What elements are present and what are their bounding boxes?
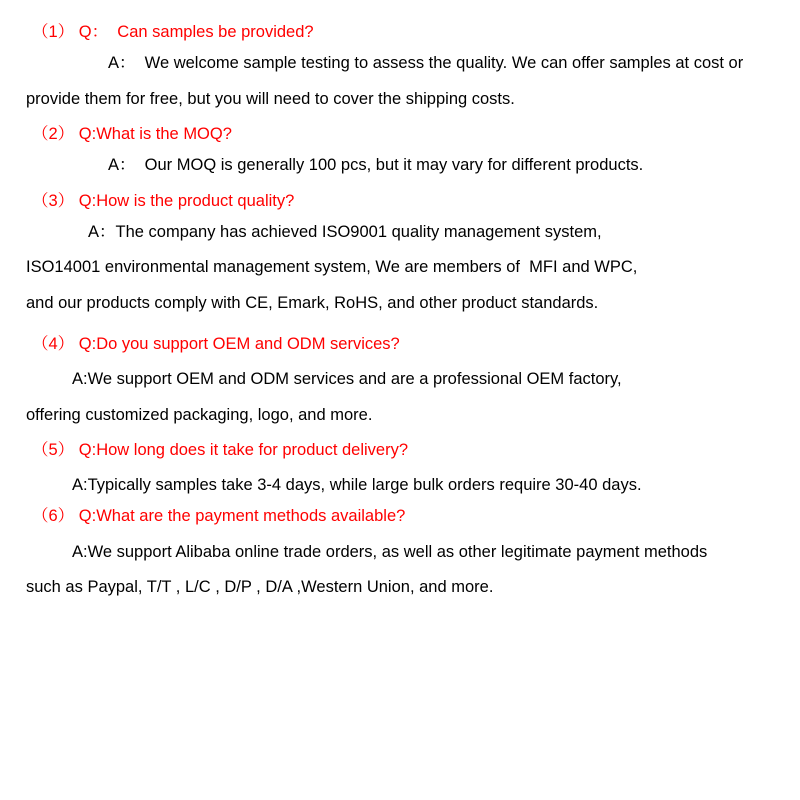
faq-item-6 [26, 506, 774, 598]
faq-number-2: （2） [32, 124, 75, 143]
faq-question-text-1: Q： Can samples be provided? [78, 23, 314, 41]
faq-number-5: （5） [32, 440, 75, 459]
faq-question-text-3: Q:How is the product quality? [78, 191, 295, 210]
faq-number-4: （4） [32, 334, 75, 353]
faq-item-4 [26, 334, 774, 426]
faq-question-text-2: Q:What is the MOQ? [78, 124, 232, 143]
faq-question-text-4: Q:Do you support OEM and ODM services? [78, 334, 400, 353]
faq-number-1: （1） [32, 23, 75, 41]
faq-question-2 [26, 124, 774, 145]
faq-item-1 [26, 22, 774, 110]
faq-question-3 [26, 191, 774, 212]
faq-answer-5-line-1: A:Typically samples take 3-4 days, while large bulk orders require 30-40 days. [72, 476, 642, 495]
faq-question-4 [26, 334, 774, 355]
faq-question-6 [26, 506, 774, 527]
faq-answer-3-line-2: ISO14001 environmental management system, We are members of MFI and WPC, [26, 258, 638, 277]
faq-answer-3-line-1: A：The company has achieved ISO9001 quality management system, [88, 222, 602, 241]
faq-answer-3-line-3: and our products comply with CE, Emark, RoHS, and other product standards. [26, 293, 599, 312]
faq-question-5 [26, 440, 774, 461]
faq-answer-6-line-1: A:We support Alibaba online trade orders, as well as other legitimate payment methods [72, 542, 708, 561]
faq-question-text-5: Q:How long does it take for product delivery? [78, 440, 409, 459]
faq-item-2 [26, 124, 774, 177]
faq-answer-4-line-1: A:We support OEM and ODM services and are a professional OEM factory, [72, 370, 622, 389]
faq-question-1 [26, 22, 774, 43]
faq-item-3 [26, 191, 774, 314]
faq-question-text-6: Q:What are the payment methods available? [78, 507, 406, 526]
faq-item-5 [26, 440, 774, 497]
faq-number-6: （6） [32, 507, 75, 526]
faq-answer-1-line-1: A： We welcome sample testing to assess the quality. We can offer samples at cost or [108, 54, 744, 73]
faq-answer-2-line-1: A： Our MOQ is generally 100 pcs, but it may vary for different products. [108, 156, 644, 175]
faq-number-3: （3） [32, 191, 75, 210]
faq-answer-1-line-2: provide them for free, but you will need to cover the shipping costs. [26, 89, 515, 108]
faq-answer-6-line-2: such as Paypal, T/T , L/C , D/P , D/A ,Western Union, and more. [26, 578, 494, 597]
faq-answer-4-line-2: offering customized packaging, logo, and more. [26, 405, 373, 424]
